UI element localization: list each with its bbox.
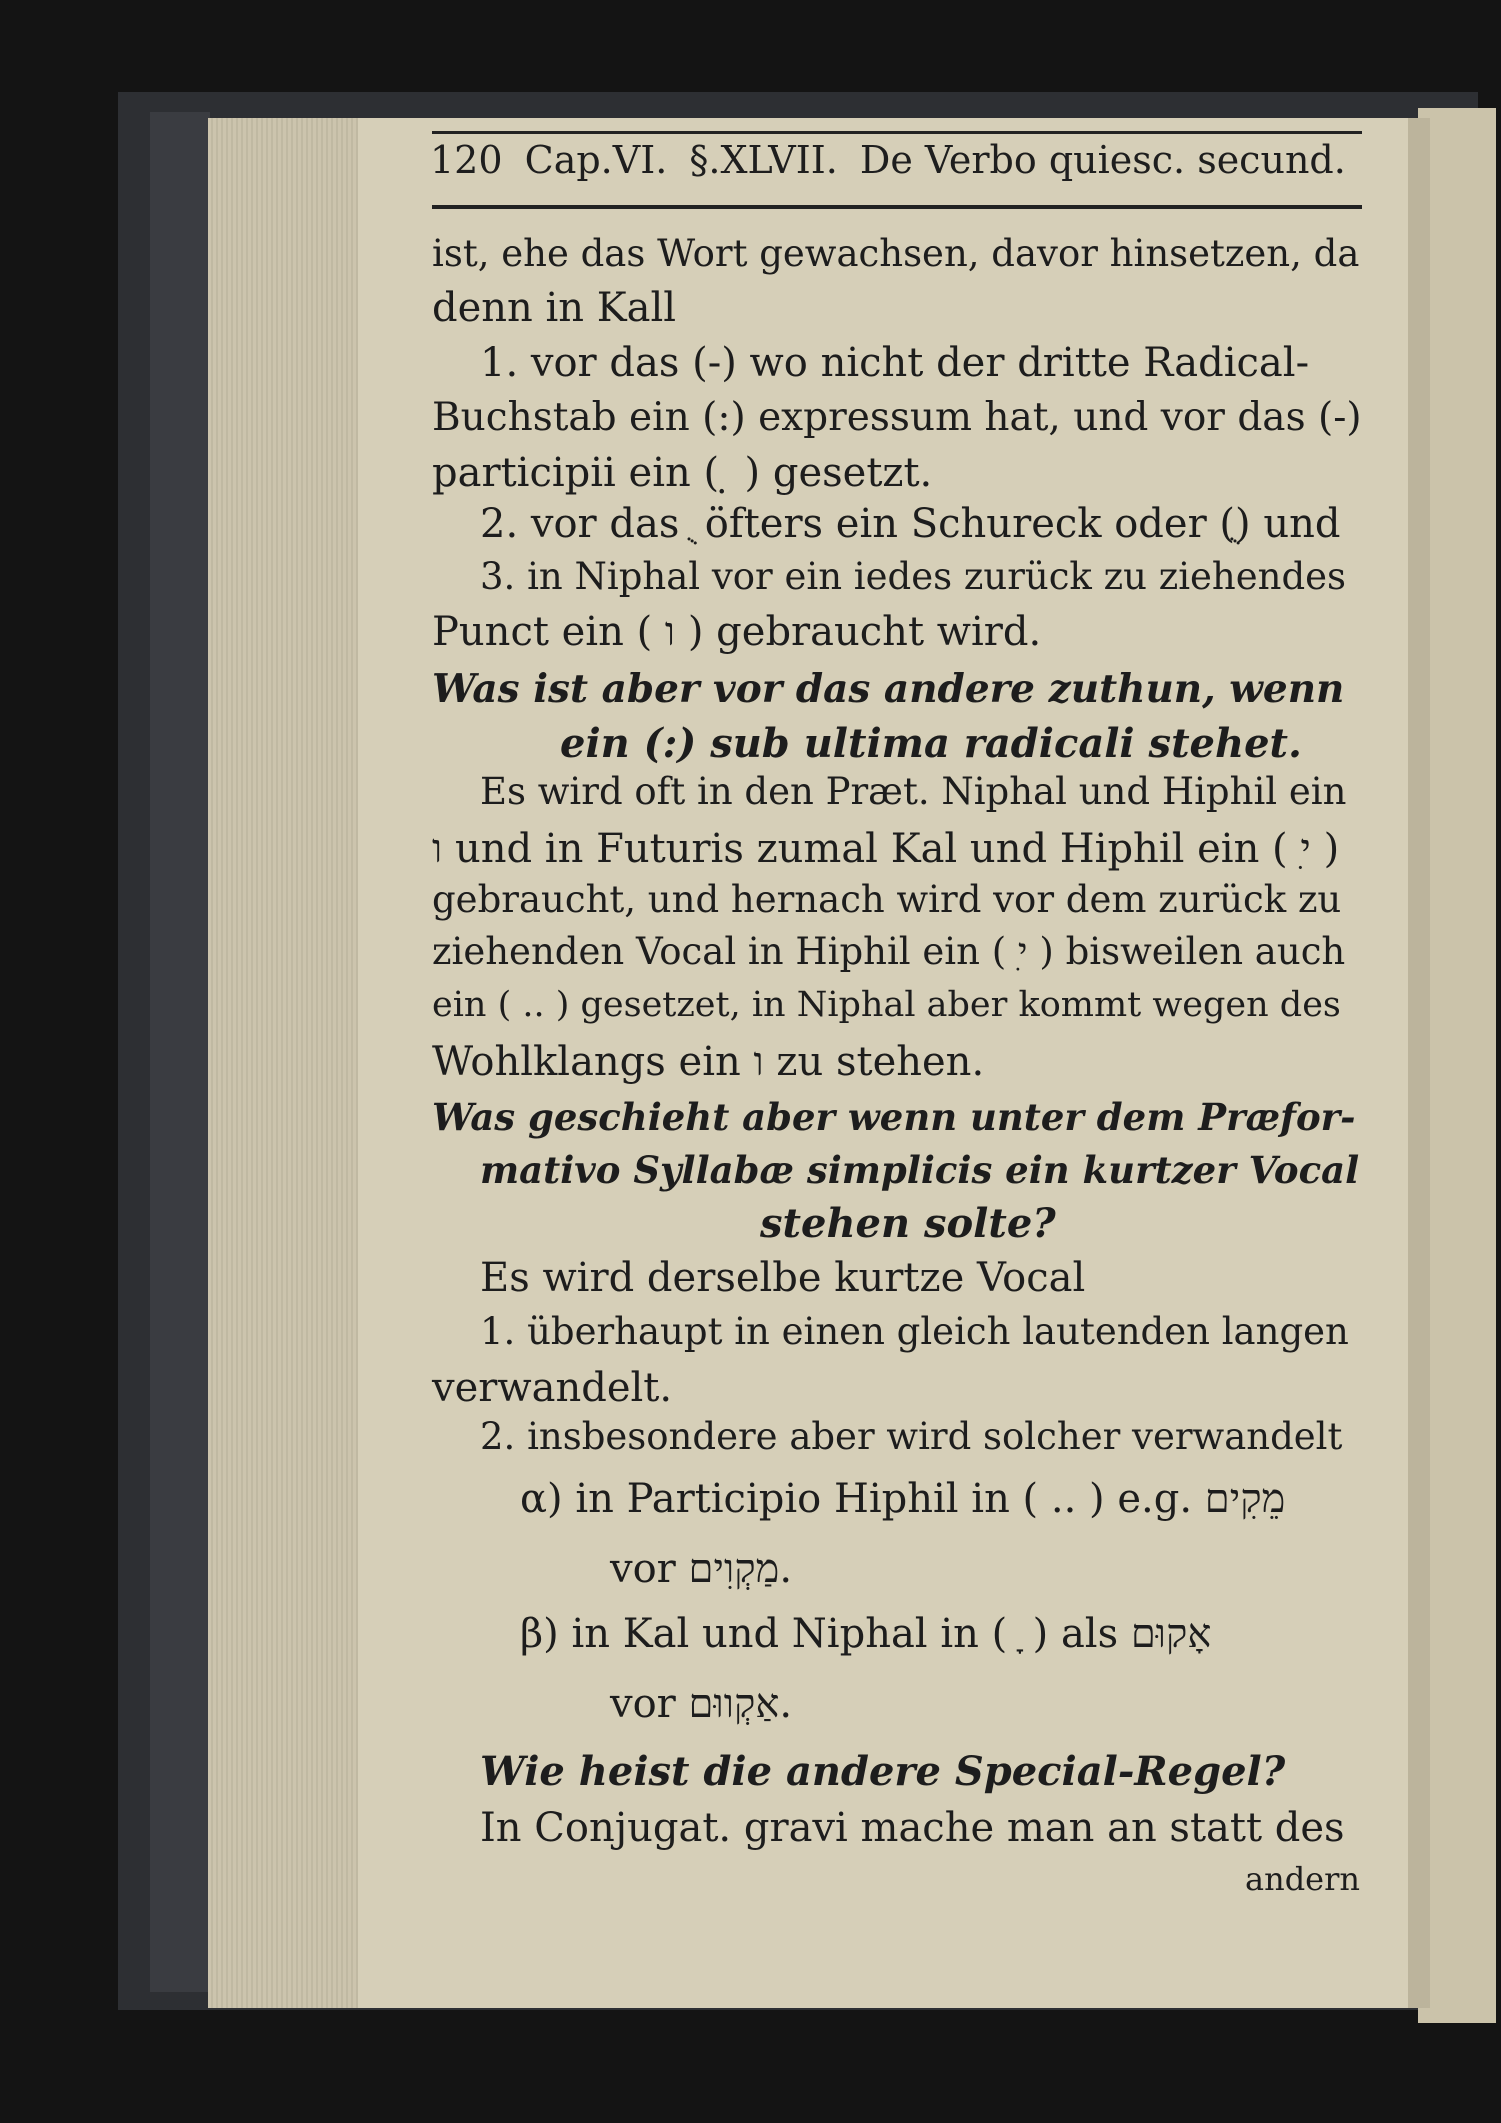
page-number: 120 bbox=[430, 138, 503, 182]
running-title: De Verbo quiesc. secund. bbox=[859, 138, 1346, 182]
text-line: 2. insbesondere aber wird solcher verwandelt bbox=[480, 1415, 1343, 1458]
text-line: Punct ein ( ו ) gebraucht wird. bbox=[432, 609, 1042, 655]
text-line: Es wird oft in den Præt. Niphal und Hiphil ein bbox=[480, 770, 1347, 813]
text-line: 3. in Niphal vor ein iedes zurück zu ziehendes bbox=[480, 555, 1347, 598]
question-heading: stehen solte? bbox=[760, 1200, 1056, 1247]
text-line: In Conjugat. gravi mache man an statt des bbox=[480, 1805, 1345, 1851]
header-rule-bottom bbox=[432, 205, 1362, 209]
text-line: α) in Participio Hiphil in ( .. ) e.g. מֵקִים bbox=[520, 1476, 1286, 1522]
book-spine-edge bbox=[150, 112, 210, 1992]
text-line: denn in Kall bbox=[432, 285, 677, 331]
section-label: §.XLVII. bbox=[689, 138, 838, 182]
text-line: gebraucht, und hernach wird vor dem zurück zu bbox=[432, 878, 1342, 921]
chapter-label: Cap.VI. bbox=[524, 138, 668, 182]
text-line: Es wird derselbe kurtze Vocal bbox=[480, 1255, 1086, 1301]
question-heading: Was geschieht aber wenn unter dem Præfor- bbox=[432, 1095, 1356, 1139]
text-line: vor אַקְווּם. bbox=[610, 1681, 793, 1727]
text-line: ו und in Futuris zumal Kal und Hiphil ein ( ִי ) bbox=[432, 826, 1340, 872]
text-line: Buchstab ein (:) expressum hat, und vor das (-) bbox=[432, 395, 1362, 440]
text-line: 1. überhaupt in einen gleich lautenden langen bbox=[480, 1310, 1349, 1353]
header-rule-top bbox=[432, 131, 1362, 134]
question-heading: ein (:) sub ultima radicali stehet. bbox=[560, 720, 1302, 767]
page-gutter bbox=[1408, 118, 1430, 2008]
stacked-page-edges bbox=[208, 118, 358, 2008]
text-line: Wohlklangs ein ו zu stehen. bbox=[432, 1039, 985, 1085]
text-line: β) in Kal und Niphal in ( ָ ) als אָקוּם bbox=[520, 1611, 1212, 1657]
text-line: ziehenden Vocal in Hiphil ein ( ִי ) bisweilen auch bbox=[432, 930, 1346, 973]
text-line: vor מַקְוִים. bbox=[610, 1546, 793, 1592]
text-line: ein ( .. ) gesetzet, in Niphal aber kommt wegen des bbox=[432, 985, 1341, 1025]
running-head bbox=[430, 138, 1356, 182]
question-heading: Was ist aber vor das andere zuthun, wenn bbox=[432, 666, 1345, 712]
text-line: andern bbox=[1245, 1860, 1361, 1898]
text-line: ist, ehe das Wort gewachsen, davor hinsetzen, da bbox=[432, 232, 1360, 275]
text-line: verwandelt. bbox=[432, 1365, 673, 1411]
text-line: 2. vor das ֻ öfters ein Schureck oder (ֻ) und bbox=[480, 501, 1341, 547]
question-heading: Wie heist die andere Special-Regel? bbox=[480, 1748, 1286, 1795]
text-line: participii ein ( ̣ ) gesetzt. bbox=[432, 450, 933, 496]
question-heading: mativo Syllabæ simplicis ein kurtzer Vocal bbox=[480, 1148, 1360, 1192]
text-line: 1. vor das (-) wo nicht der dritte Radical- bbox=[480, 340, 1310, 386]
